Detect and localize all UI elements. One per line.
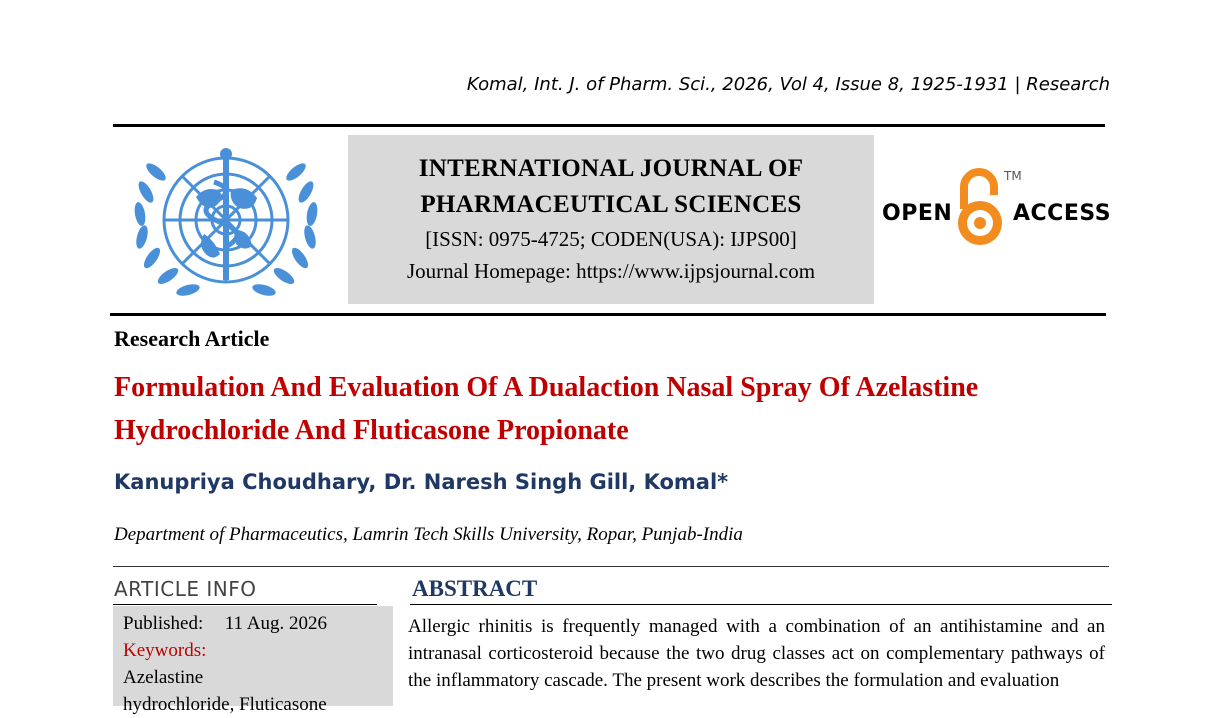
published-date: 11 Aug. 2026 — [224, 613, 327, 634]
article-authors: Kanupriya Choudhary, Dr. Naresh Singh Gill, Komal* — [114, 470, 729, 494]
abstract-body: Allergic rhinitis is frequently managed with a combination of an antihistamine and an intranasal corticosteroid because the two drug classes act on complementary pathways of the inflammatory cascade. The present work describes the formulation and evaluation — [408, 616, 1105, 691]
article-info-box — [113, 606, 393, 715]
affiliation-divider — [113, 566, 1109, 567]
journal-emblem-logo — [126, 142, 326, 304]
article-info-divider — [113, 604, 377, 605]
keyword-item: Azelastine — [123, 667, 204, 688]
keywords-label: Keywords: — [123, 640, 207, 661]
journal-title — [348, 151, 874, 223]
masthead-bottom-divider — [110, 313, 1106, 316]
open-access-access-word: ACCESS — [1013, 201, 1112, 226]
author-affiliation: Department of Pharmaceutics, Lamrin Tech Skills University, Ropar, Punjab-India — [114, 524, 743, 545]
article-type-label: Research Article — [114, 326, 270, 351]
journal-title-line1: INTERNATIONAL JOURNAL OF — [418, 155, 804, 182]
open-access-open-word: OPEN — [882, 201, 953, 226]
trademark-mark: TM — [1004, 169, 1022, 183]
journal-title-line2: PHARMACEUTICAL SCIENCES — [420, 191, 802, 218]
issn-line: [ISSN: 0975-4725; CODEN(USA): IJPS00] — [425, 227, 797, 251]
abstract-divider — [410, 604, 1112, 605]
journal-masthead — [348, 135, 874, 304]
open-lock-icon — [950, 165, 1010, 251]
published-row — [123, 610, 383, 637]
journal-citation: Komal, Int. J. of Pharm. Sci., 2026, Vol 4, Issue 8, 1925-1931 | Research — [466, 74, 1110, 95]
top-divider — [113, 124, 1105, 127]
article-title: Formulation And Evaluation Of A Dualaction Nasal Spray Of Azelastine Hydrochloride And Fluticasone Propionate — [114, 372, 979, 446]
published-label: Published: — [123, 613, 204, 634]
abstract-heading: ABSTRACT — [412, 576, 538, 601]
article-info-heading: ARTICLE INFO — [114, 577, 257, 601]
keyword-item: hydrochloride, Fluticasone — [123, 694, 327, 715]
journal-homepage-link[interactable]: Journal Homepage: https://www.ijpsjournal.com — [406, 259, 816, 283]
open-access-logo — [880, 165, 1112, 255]
